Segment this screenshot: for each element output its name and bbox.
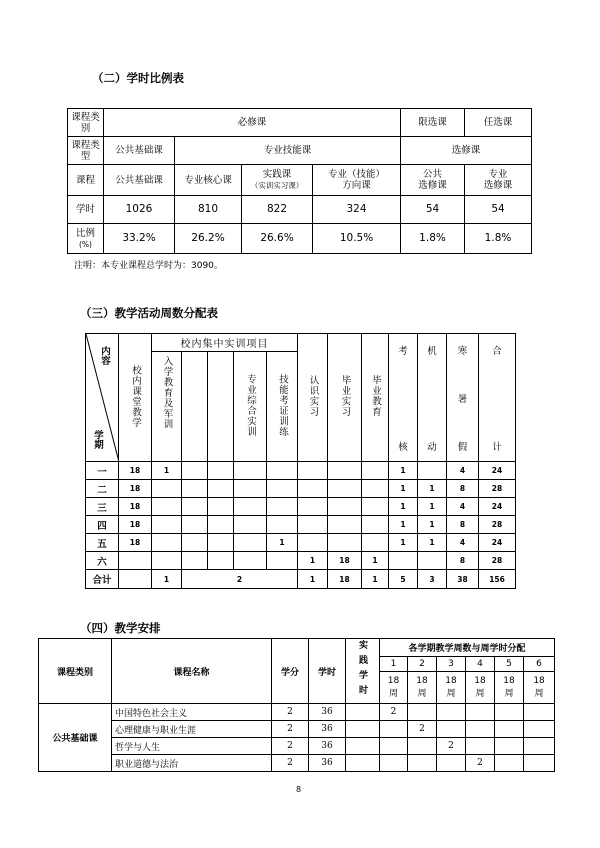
semester-number: 2 [408,657,437,672]
weeks-cell [267,462,298,480]
course-name: 心理健康与职业生涯 [112,721,272,738]
corner-label-content: 内容 [99,346,110,365]
weeks-cell [208,462,234,480]
col-header: 技能考证训练 [267,352,298,462]
weeks-cell [328,462,362,480]
col-header: 毕业教育 [362,334,389,462]
course-semester-hours [524,721,555,738]
semester-label: 五 [86,534,119,552]
course-row [39,738,555,755]
weeks-cell: 18 [328,552,362,570]
page-number: 8 [296,785,302,794]
col-header-blank [208,352,234,462]
weeks-cell: 28 [479,480,516,498]
semester-row [86,498,516,516]
course-semester-hours: 2 [437,738,466,755]
course-credit: 2 [272,738,309,755]
course-row [39,704,555,721]
course-semester-hours [408,704,437,721]
cell-ratio-label: 比例 (%) [68,224,104,254]
weeks-cell: 1 [389,462,418,480]
col-header-blank [182,352,208,462]
weeks-cell [328,516,362,534]
weeks-cell: 8 [447,516,479,534]
course-credit: 2 [272,704,309,721]
cell-required: 必修课 [104,109,401,137]
cell-ratio-value: 33.2% [104,224,175,254]
weeks-cell [418,552,447,570]
weeks-cell: 18 [119,516,152,534]
semester-row [86,516,516,534]
col-header-jidong: 机 动 [418,334,447,462]
weeks-cell [267,480,298,498]
cell-ratio-value: 26.6% [242,224,313,254]
weeks-cell [234,516,267,534]
semester-number: 6 [524,657,555,672]
weeks-cell [182,552,208,570]
weeks-cell [119,552,152,570]
semester-weeks: 18 周 [495,672,524,704]
weeks-cell [182,534,208,552]
cell-free-elective: 任选课 [465,109,532,137]
semester-weeks: 18 周 [437,672,466,704]
course-hours: 36 [309,755,346,772]
weeks-cell [362,516,389,534]
weeks-cell [152,552,182,570]
course-semester-hours [524,738,555,755]
semester-row [86,462,516,480]
col-header-hanshu: 寒 暑 假 [447,334,479,462]
semester-row [86,552,516,570]
weeks-cell [298,462,328,480]
col-header-kaohe: 考 核 [389,334,418,462]
cell-hours-value: 54 [401,196,465,224]
weeks-cell [208,552,234,570]
weeks-cell: 18 [119,534,152,552]
semester-label: 三 [86,498,119,516]
semester-weeks: 18 周 [380,672,408,704]
course-semester-hours [437,721,466,738]
weeks-cell [267,516,298,534]
course-semester-hours [524,704,555,721]
weeks-cell [328,534,362,552]
course-semester-hours [495,721,524,738]
weeks-cell [328,480,362,498]
course-semester-hours [495,704,524,721]
weeks-cell [328,498,362,516]
col-header: 入学教育及军训 [152,352,182,462]
course-practice [346,704,380,721]
weeks-cell: 4 [447,534,479,552]
total-hours-note: 注明：本专业课程总学时为：3090。 [74,261,223,271]
col-header: 校内课堂教学 [119,334,152,462]
section4-title: （四）教学安排 [80,621,161,635]
course-practice [346,755,380,772]
cell-practice: 实践课 （实训实习课） [242,165,313,196]
cell-public-basic: 公共基础课 [104,137,175,165]
group-header-internal-training: 校内集中实训项目 [152,334,298,352]
weeks-cell: 8 [447,480,479,498]
cell-elective: 选修课 [401,137,532,165]
weeks-cell: 8 [447,552,479,570]
course-semester-hours [495,755,524,772]
weeks-cell [234,552,267,570]
col-header-heji: 合 计 [479,334,516,462]
hours-ratio-table [67,108,532,254]
course-credit: 2 [272,721,309,738]
course-semester-hours [408,755,437,772]
course-semester-hours: 2 [380,704,408,721]
weeks-cell: 1 [267,534,298,552]
weeks-cell: 1 [389,534,418,552]
weeks-cell [298,534,328,552]
weeks-cell [182,462,208,480]
header-hours: 学时 [309,639,346,704]
weeks-cell: 4 [447,498,479,516]
total-cell: 5 [389,570,418,589]
weeks-cell [208,516,234,534]
total-cell [119,570,152,589]
semester-row [86,534,516,552]
course-row [39,755,555,772]
weeks-cell [234,480,267,498]
cell-hours-value: 54 [465,196,532,224]
cell-limited-elective: 限选课 [401,109,465,137]
cell-hours-label: 学时 [68,196,104,224]
weeks-cell: 24 [479,534,516,552]
semester-number: 3 [437,657,466,672]
cell-course-type: 课程类型 [68,137,104,165]
weeks-cell: 24 [479,498,516,516]
course-semester-hours: 2 [408,721,437,738]
course-name: 职业道德与法治 [112,755,272,772]
semester-weeks: 18 周 [466,672,495,704]
cell-core: 专业核心课 [175,165,242,196]
col-header: 专业综合实训 [234,352,267,462]
weeks-cell [208,498,234,516]
course-semester-hours [408,738,437,755]
weeks-cell: 1 [389,480,418,498]
total-cell: 2 [182,570,298,589]
semester-label: 二 [86,480,119,498]
semester-number: 1 [380,657,408,672]
header-credit: 学分 [272,639,309,704]
weeks-cell [152,516,182,534]
total-cell: 3 [418,570,447,589]
weeks-cell [418,462,447,480]
weeks-cell: 28 [479,552,516,570]
weeks-cell [152,498,182,516]
course-practice [346,721,380,738]
col-header: 毕业实习 [328,334,362,462]
header-course-type: 课程类别 [39,639,112,704]
course-semester-hours [466,704,495,721]
col-header: 认识实习 [298,334,328,462]
semester-label: 六 [86,552,119,570]
weeks-cell: 24 [479,462,516,480]
weeks-cell: 1 [418,534,447,552]
semester-weeks: 18 周 [524,672,555,704]
semester-row [86,480,516,498]
header-semester-distribution: 各学期教学周数与周学时分配 [380,639,555,657]
course-semester-hours: 2 [466,755,495,772]
weeks-distribution-table [85,333,516,589]
cell-ratio-value: 1.8% [465,224,532,254]
weeks-cell: 1 [418,480,447,498]
weeks-cell [234,534,267,552]
weeks-cell [208,480,234,498]
weeks-cell [298,516,328,534]
course-semester-hours [524,755,555,772]
weeks-cell [152,534,182,552]
semester-number: 4 [466,657,495,672]
course-row [39,721,555,738]
teaching-schedule-table [38,638,555,772]
course-semester-hours [380,755,408,772]
total-row-label: 合计 [86,570,119,589]
cell-hours-value: 810 [175,196,242,224]
total-cell: 18 [328,570,362,589]
course-name: 中国特色社会主义 [112,704,272,721]
cell-hours-value: 1026 [104,196,175,224]
total-cell: 1 [298,570,328,589]
weeks-cell: 28 [479,516,516,534]
weeks-cell: 1 [152,462,182,480]
course-hours: 36 [309,721,346,738]
weeks-cell [362,498,389,516]
weeks-cell: 18 [119,498,152,516]
course-hours: 36 [309,738,346,755]
course-name: 哲学与人生 [112,738,272,755]
weeks-cell: 1 [418,516,447,534]
course-rows [39,704,555,772]
weeks-cell [234,498,267,516]
cell-public-elective: 公共 选修课 [401,165,465,196]
semester-number: 5 [495,657,524,672]
total-cell: 1 [152,570,182,589]
weeks-cell [182,516,208,534]
cell-hours-value: 324 [313,196,401,224]
section2-title: （二）学时比例表 [92,71,184,85]
course-credit: 2 [272,755,309,772]
header-practice-hours: 实践学时 [346,639,380,704]
cell-professional-skill: 专业技能课 [175,137,401,165]
course-semester-hours [380,721,408,738]
course-semester-hours [380,738,408,755]
weeks-cell [389,552,418,570]
weeks-cell [298,480,328,498]
weeks-cell: 1 [418,498,447,516]
weeks-cell [234,462,267,480]
cell-ratio-value: 26.2% [175,224,242,254]
course-semester-hours [437,704,466,721]
weeks-cell: 1 [298,552,328,570]
cell-hours-value: 822 [242,196,313,224]
cell-ratio-value: 10.5% [313,224,401,254]
course-semester-hours [466,721,495,738]
weeks-cell: 18 [119,480,152,498]
cell-ratio-value: 1.8% [401,224,465,254]
cell-professional-elective: 专业 选修课 [465,165,532,196]
course-practice [346,738,380,755]
semester-label: 四 [86,516,119,534]
corner-header-cell [86,334,119,462]
weeks-cell [182,480,208,498]
cell-direction: 专业（技能） 方向课 [313,165,401,196]
semester-label: 一 [86,462,119,480]
total-cell: 38 [447,570,479,589]
semester-weeks: 18 周 [408,672,437,704]
section3-title: （三）教学活动周数分配表 [80,306,218,320]
course-hours: 36 [309,704,346,721]
weeks-cell [182,498,208,516]
weeks-cell [298,498,328,516]
weeks-cell [267,552,298,570]
weeks-cell [152,480,182,498]
weeks-cell: 1 [362,552,389,570]
weeks-cell [362,534,389,552]
course-category: 公共基础课 [39,704,112,772]
course-semester-hours [437,755,466,772]
cell-public-basic-2: 公共基础课 [104,165,175,196]
total-cell: 156 [479,570,516,589]
cell-course-category: 课程类别 [68,109,104,137]
weeks-cell: 4 [447,462,479,480]
total-cell: 1 [362,570,389,589]
weeks-cell: 1 [389,498,418,516]
course-semester-hours [466,738,495,755]
weeks-cell: 1 [389,516,418,534]
weeks-cell [267,498,298,516]
weeks-cell [208,534,234,552]
corner-label-semester: 学期 [92,430,103,449]
weeks-cell: 18 [119,462,152,480]
weeks-cell [362,480,389,498]
cell-course-label: 课程 [68,165,104,196]
weeks-table-body [86,462,516,570]
course-semester-hours [495,738,524,755]
header-course-name: 课程名称 [112,639,272,704]
weeks-cell [362,462,389,480]
